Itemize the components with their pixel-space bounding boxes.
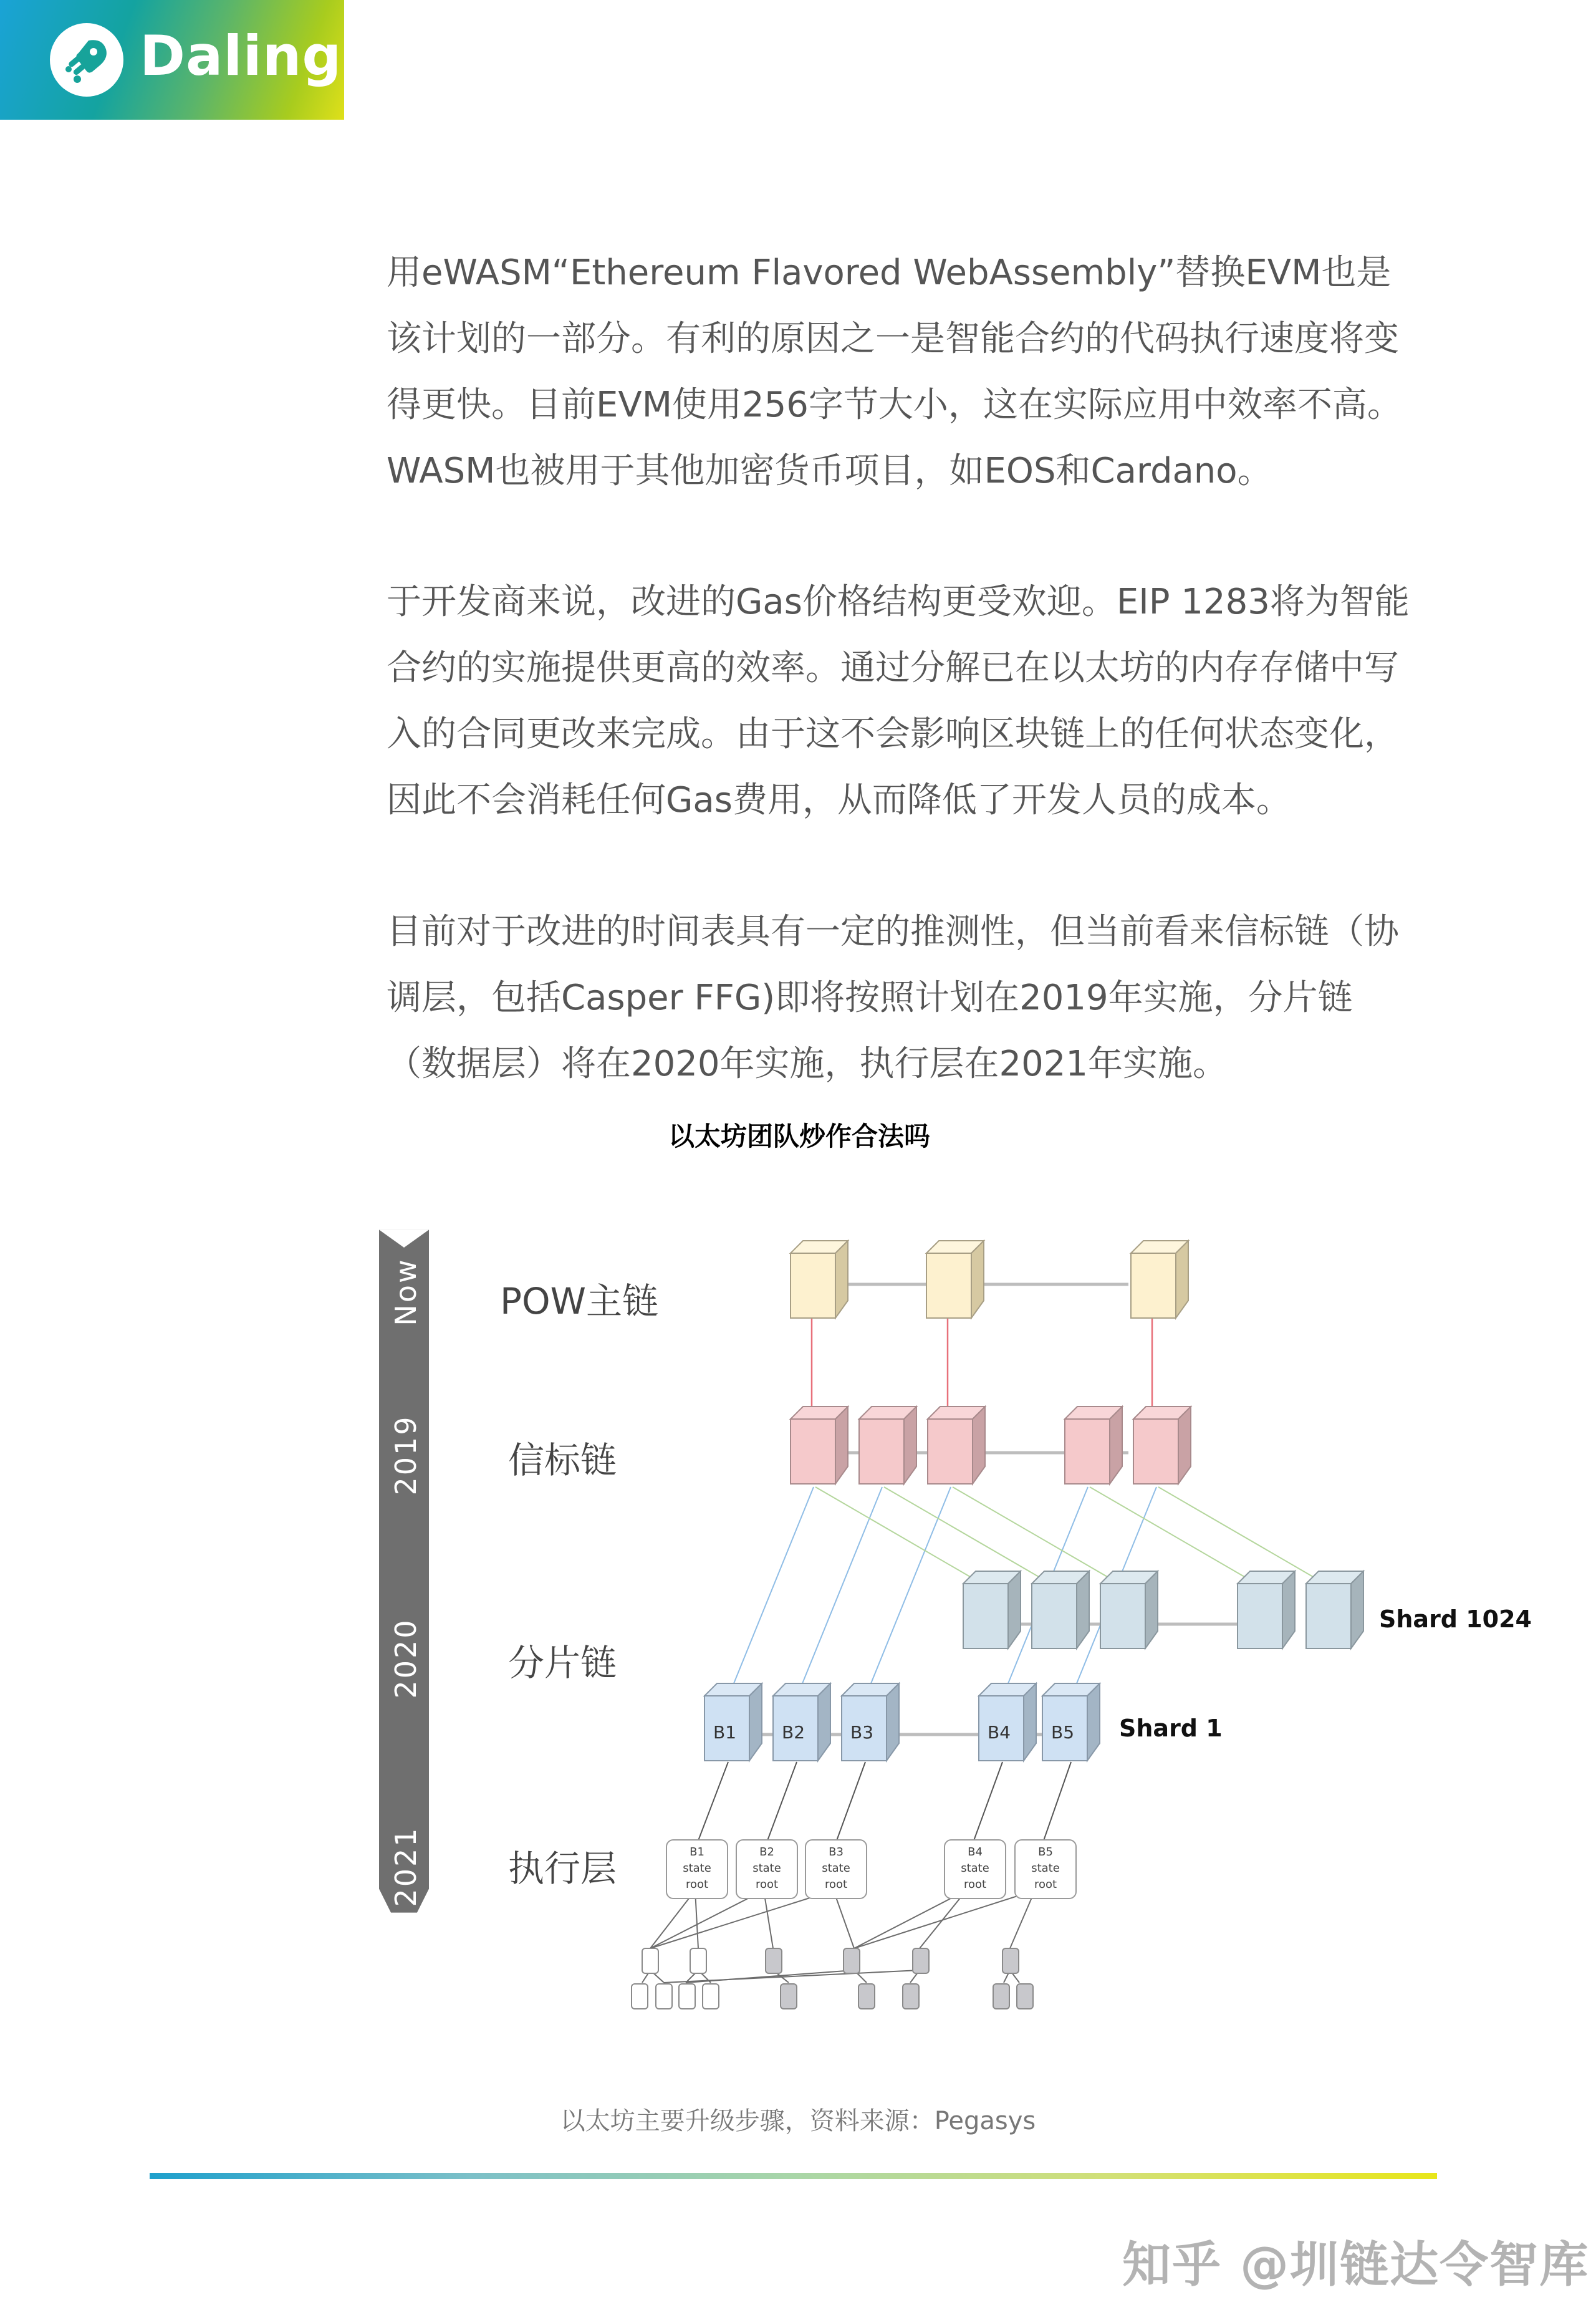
timeline-2020: 2020 [389,1618,423,1699]
state-root-line: state [961,1862,989,1875]
text-line: 合约的实施提供更高的效率。通过分解已在以太坊的内存存储中写 [387,648,1399,688]
state-root-line: root [755,1878,779,1891]
text-line: 因此不会消耗任何Gas费用，从而降低了开发人员的成本。 [387,780,1291,820]
state-root-line: state [1031,1862,1060,1875]
text-line: 入的合同更改来完成。由于这不会影响区块链上的任何状态变化， [387,714,1399,754]
state-root-box-b3 [805,1839,867,1899]
state-root-box-b1 [666,1839,728,1899]
row-label-exec: 执行层 [508,1847,617,1890]
row-label-shard: 分片链 [508,1642,617,1684]
state-root-box-b5 [1014,1839,1077,1899]
row-label-pow: POW主链 [500,1280,658,1322]
shard-1024-label: Shard 1024 [1379,1605,1532,1633]
state-root-line: root [963,1878,987,1891]
state-root-title: B5 [1038,1845,1053,1859]
state-root-line: root [824,1878,848,1891]
text-line: 该计划的一部分。有利的原因之一是智能合约的代码执行速度将变 [387,319,1399,359]
block-label-b3: B3 [850,1722,874,1743]
text-line: WASM也被用于其他加密货币项目，如EOS和Cardano。 [387,451,1272,491]
timeline-now: Now [389,1258,423,1326]
row-label-beacon: 信标链 [508,1439,617,1481]
state-root-title: B1 [690,1845,704,1859]
figure-caption: 以太坊主要升级步骤，资料来源：Pegasys [560,2107,1036,2135]
timeline-2021: 2021 [389,1826,423,1907]
zhihu-watermark: 知乎 @圳链达令智库 [1122,2237,1590,2293]
state-root-title: B4 [968,1845,983,1859]
state-root-line: state [822,1862,850,1875]
text-line: 于开发商来说，改进的Gas价格结构更受欢迎。EIP 1283将为智能 [387,582,1410,622]
state-root-line: root [1034,1878,1057,1891]
state-root-title: B2 [759,1845,774,1859]
text-line: 调层，包括Casper FFG)即将按照计划在2019年实施，分片链 [387,978,1353,1018]
state-root-box-b4 [944,1839,1006,1899]
state-root-line: state [683,1862,711,1875]
state-root-title: B3 [829,1845,844,1859]
block-label-b5: B5 [1051,1722,1075,1743]
section-heading: 以太坊团队炒作合法吗 [668,1121,931,1152]
gradient-divider [150,2173,1437,2179]
timeline-2019: 2019 [389,1415,423,1496]
text-line: 用eWASM“Ethereum Flavored WebAssembly”替换EVM也是 [387,253,1392,293]
text-line: 得更快。目前EVM使用256字节大小，这在实际应用中效率不高。 [387,385,1402,425]
brand-name: Daling [140,24,342,88]
state-root-line: root [685,1878,709,1891]
text-line: （数据层）将在2020年实施，执行层在2021年实施。 [387,1044,1228,1084]
state-root-line: state [752,1862,781,1875]
block-label-b2: B2 [782,1722,805,1743]
block-label-b4: B4 [988,1722,1011,1743]
block-label-b1: B1 [713,1722,737,1743]
state-root-box-b2 [736,1839,798,1899]
text-line: 目前对于改进的时间表具有一定的推测性，但当前看来信标链（协 [387,912,1399,952]
shard-1-label: Shard 1 [1119,1715,1223,1742]
